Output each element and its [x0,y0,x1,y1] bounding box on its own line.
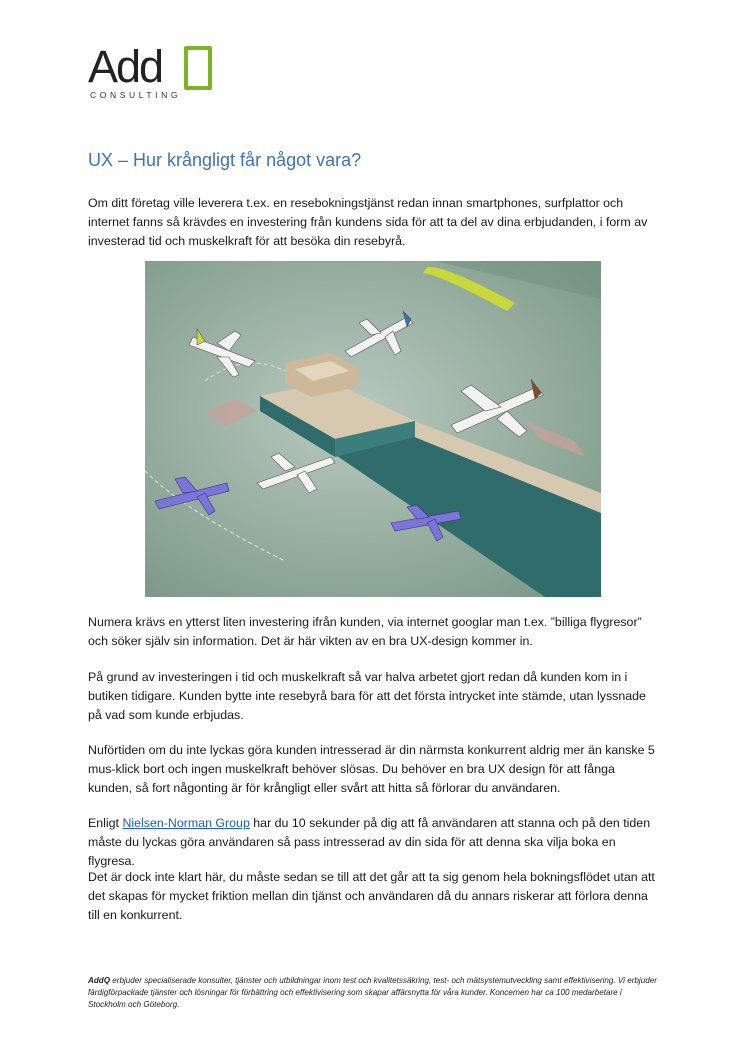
paragraph-2: Numera krävs en ytterst liten investering ifrån kunden, via internet googlar man t.ex. ”billiga flygresor” och söker själv sin information. Det är här vikten av en bra UX-design kommer in. [88,615,642,648]
airport-illustration [145,261,601,597]
paragraph-5 [88,814,662,871]
footer-text: erbjuder specialiserade konsulter, tjänster och utbildningar inom test och kvalitetssäkring, test- och mätsystemutveckling samt effektivisering. Vi erbjuder färdigförpackade tjänster och lösningar för förbättring och effektivisering som skapar affärsnytta för våra kunder. Koncernen har ca 100 medarbetare i Stockholm och Göteborg. [88,976,657,1009]
addq-logo [88,41,228,100]
footer-note [88,975,658,1011]
footer-brand: AddQ [88,976,111,985]
logo-q-mark: Q [184,46,212,90]
logo-brand-text: Add [88,41,163,92]
paragraph-3: På grund av investeringen i tid och muskelkraft så var halva arbetet gjort redan då kunden kom in i butiken tidigare. Kunden bytte inte resebyrå bara för att det första intrycket inte stämde, utan lyssnade på vad som kunde erbjudas. [88,670,646,722]
paragraph-1: Om ditt företag ville leverera t.ex. en resebokningstjänst redan innan smartphones, surfplattor och internet fanns så krävdes en investering från kundens sida för att ta del av dina erbjudanden, i form av investerad tid och muskelkraft för att besöka din resebyrå. [88,196,648,248]
nielsen-norman-link[interactable]: Nielsen-Norman Group [122,816,250,830]
paragraph-6: Det är dock inte klart här, du måste sedan se till att det går att ta sig genom hela bokningsflödet utan att det skapas för mycket friktion mellan din tjänst och användaren då du annars riskerar att förlora denna till en konkurrent. [88,870,655,922]
paragraph-5-text-after: har du 10 sekunder på dig att få användaren att stanna och på den tiden måste du lyckas göra användaren så pass intresserad av din sida för att denna ska vilja boka en flygresa. [88,816,651,868]
logo-tagline: CONSULTING [90,90,182,100]
article-title: UX – Hur krångligt får något vara? [88,150,362,170]
paragraph-5-text-before: Enligt [88,816,123,830]
paragraph-4: Nuförtiden om du inte lyckas göra kunden intresserad är din närmsta konkurrent aldrig mer än kanske 5 mus-klick bort och ingen muskelkraft behöver slösas. Du behöver en bra UX design för att fånga kunden, så fort någonting är för krångligt eller svårt att hitta så förlorar du användaren. [88,743,655,795]
